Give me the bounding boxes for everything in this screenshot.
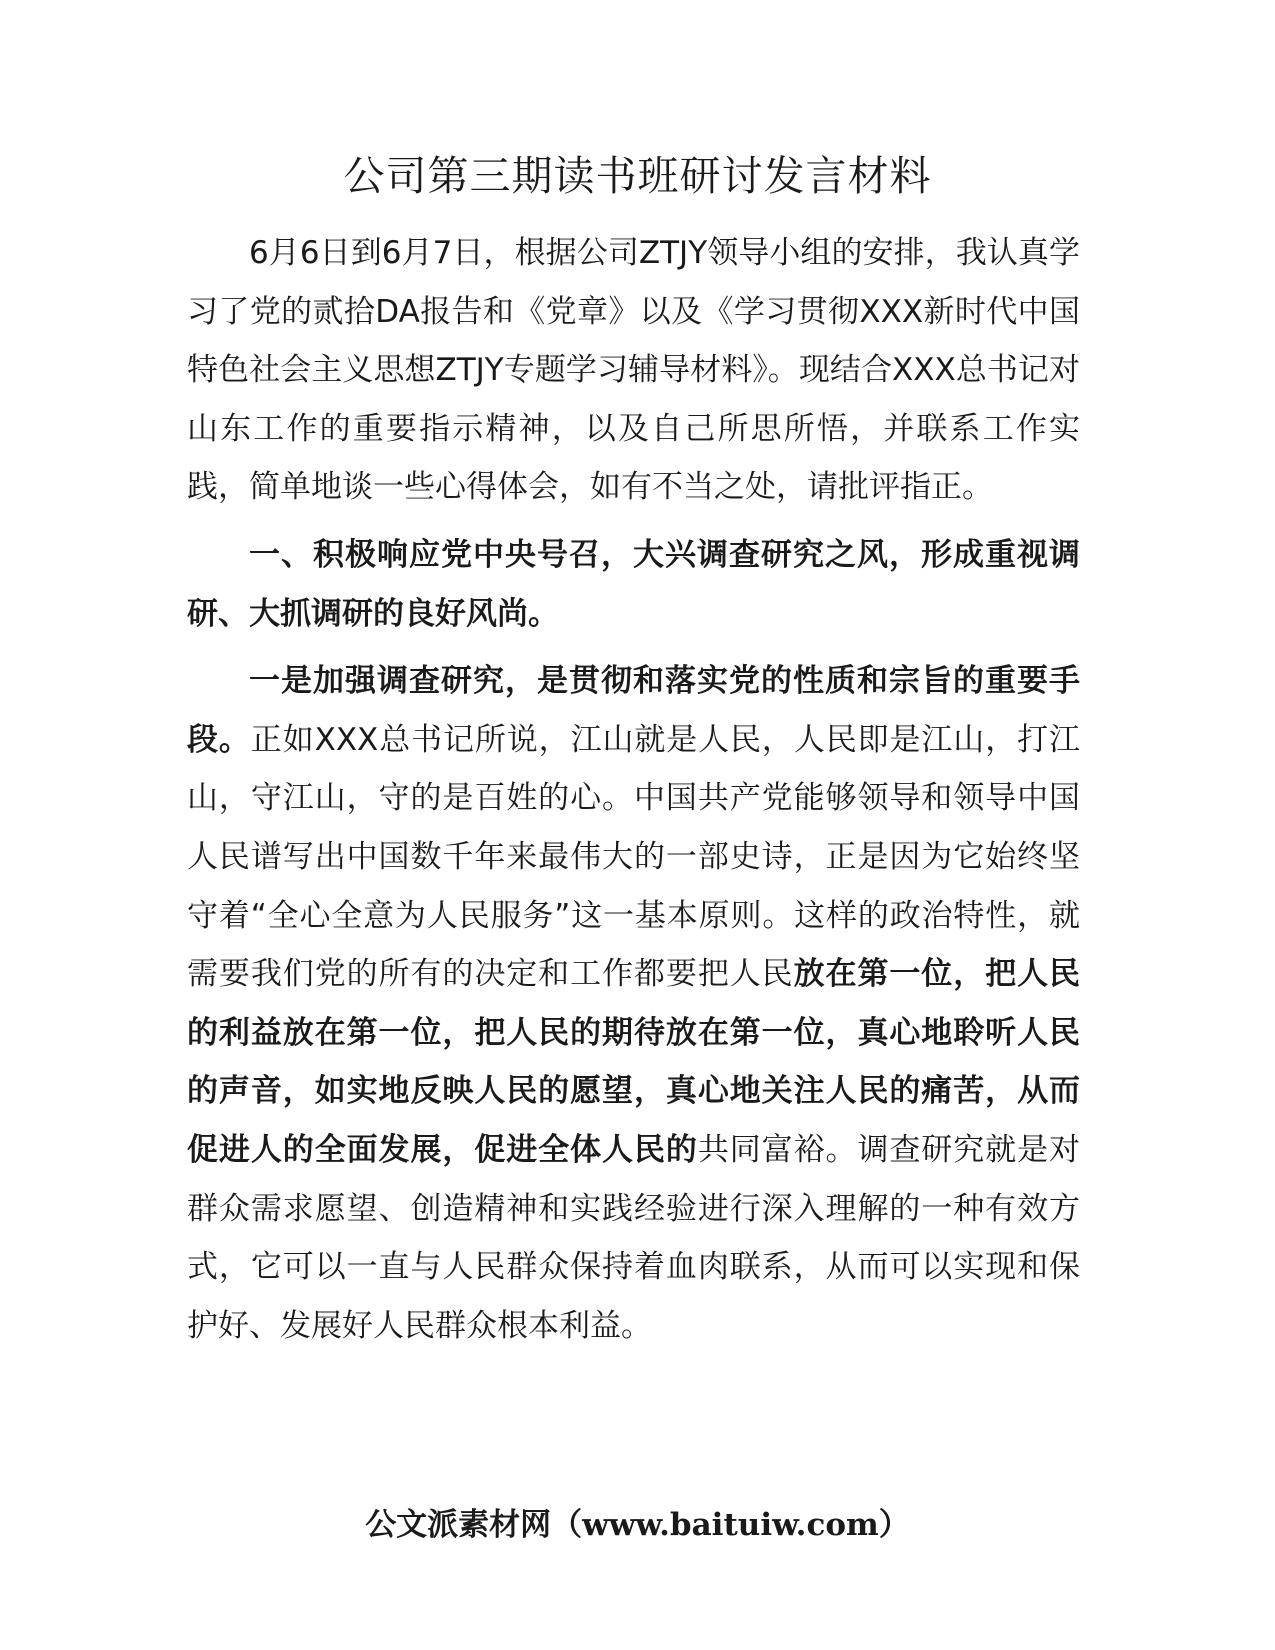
point-paragraph bbox=[187, 652, 1080, 1355]
document-title: 公司第三期读书班研讨发言材料 bbox=[343, 152, 932, 200]
point-lead: 一是加强调查研究，是贯彻和落实党的性质和宗旨的重要手段。 bbox=[187, 663, 1080, 758]
document-body bbox=[187, 224, 1080, 1355]
point-text-a: 正如XXX总书记所说，江山就是人民，人民即是江山，打江山，守江山，守的是百姓的心。中国共产党能够领导和领导中国人民谱写出中国数千年来最伟大的一部史诗，正是因为它始终坚守着“全心全意为人民服务”这一基本原则。这样的政治特性，就需要我们党的所有的决定和工作都要把人民 bbox=[187, 721, 1080, 993]
intro-paragraph: 6月6日到6月7日，根据公司ZTJY领导小组的安排，我认真学习了党的贰拾DA报告和《党章》以及《学习贯彻XXX新时代中国特色社会主义思想ZTJY专题学习辅导材料》。现结合XXX总书记对山东工作的重要指示精神，以及自己所思所悟，并联系工作实践，简单地谈一些心得体会，如有不当之处，请批评指正。 bbox=[187, 235, 1080, 506]
footer-source: 公文派素材网（www.baituiw.com） bbox=[365, 1507, 910, 1543]
point-text-c: 共同富裕。调查研究就是对群众需求愿望、创造精神和实践经验进行深入理解的一种有效方式，它可以一直与人民群众保持着血肉联系，从而可以实现和保护好、发展好人民群众根本利益。 bbox=[187, 1131, 1081, 1344]
section-heading: 一、积极响应党中央号召，大兴调查研究之风，形成重视调研、大抓调研的良好风尚。 bbox=[187, 536, 1080, 632]
point-text-b: 放在第一位，把人民的利益放在第一位，把人民的期待放在第一位，真心地聆听人民的声音，如实地反映人民的愿望，真心地关注人民的痛苦，从而促进人的全面发展，促进全体人民的 bbox=[187, 956, 1081, 1168]
